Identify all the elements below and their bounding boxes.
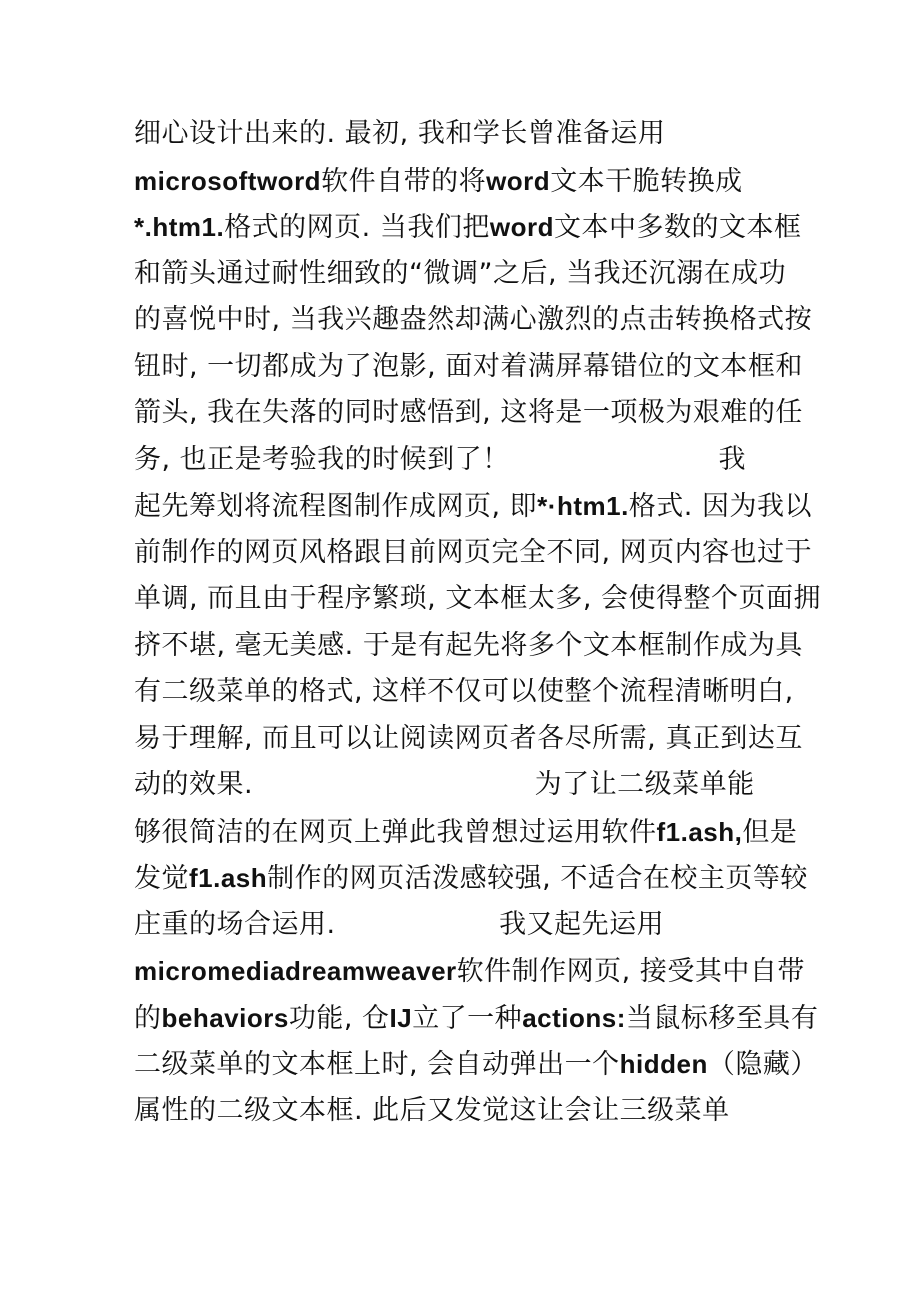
bold-text-run: *.htm1. bbox=[134, 212, 225, 242]
text-run: 制作的网页活泼感较强, 不适合在校主页等较 bbox=[267, 863, 808, 894]
text-line bbox=[134, 669, 794, 716]
text-run: 发觉 bbox=[134, 863, 189, 894]
bold-text-run: f1.ash bbox=[189, 863, 268, 893]
text-run: 的喜悦中时, 当我兴趣盎然却满心激烈的点击转换格式按 bbox=[134, 304, 813, 335]
text-run: （隐藏） bbox=[707, 1049, 818, 1080]
text-run: 功能, 仓 bbox=[288, 1002, 390, 1034]
text-run: 但是 bbox=[742, 816, 798, 848]
text-run: 务, 也正是考验我的时候到了！ 我 bbox=[134, 443, 747, 475]
text-line bbox=[134, 437, 794, 484]
text-run: 文本干脆转换成 bbox=[550, 165, 743, 197]
text-run: 当鼠标移至具有 bbox=[625, 1002, 819, 1034]
bold-text-run: microsoftword bbox=[134, 165, 322, 196]
text-line bbox=[134, 483, 812, 530]
text-line bbox=[134, 344, 803, 391]
bold-text-run: micromediadreamweaver bbox=[134, 956, 457, 986]
text-run: 属性的二级文本框. 此后又发觉这让会让三级菜单 bbox=[134, 1094, 730, 1126]
text-run: 箭头, 我在失落的同时感悟到, 这将是一项极为艰难的任 bbox=[134, 397, 803, 428]
text-line bbox=[134, 855, 808, 902]
body-text bbox=[134, 111, 821, 1134]
text-run: 立了一种 bbox=[412, 1002, 523, 1034]
text-run: 挤不堪, 毫无美感. 于是有起先将多个文本框制作成为具 bbox=[134, 629, 803, 661]
text-line bbox=[134, 995, 819, 1042]
text-run: 和箭头通过耐性细致的“微调”之后, 当我还沉溺在成功 bbox=[134, 257, 787, 289]
text-run: 细心设计出来的. 最初, 我和学长曾准备运用 bbox=[134, 118, 666, 149]
bold-text-run: actions: bbox=[522, 1002, 626, 1033]
bold-text-run: word bbox=[489, 212, 554, 242]
text-run: 庄重的场合运用. 我又起先运用 bbox=[134, 908, 665, 940]
text-run: 格式的网页. 当我们把 bbox=[224, 212, 490, 243]
text-run: 软件制作网页, 接受其中自带 bbox=[456, 956, 805, 987]
text-run: 文本中多数的文本框 bbox=[553, 212, 802, 243]
text-run: 二级菜单的文本框上时, 会自动弹出一个 bbox=[134, 1049, 620, 1080]
text-line bbox=[134, 530, 813, 577]
text-run: 格式. 因为我以 bbox=[628, 491, 812, 522]
text-line bbox=[134, 204, 802, 251]
text-run: 的 bbox=[134, 1002, 162, 1034]
text-line bbox=[134, 111, 794, 158]
text-run: 动的效果. 为了让二级菜单能 bbox=[134, 769, 755, 800]
bold-text-run: word bbox=[486, 165, 551, 196]
text-line bbox=[134, 902, 794, 949]
text-line bbox=[134, 948, 805, 995]
bold-text-run: behaviors bbox=[161, 1002, 289, 1033]
text-line bbox=[134, 251, 794, 298]
text-line bbox=[134, 576, 821, 623]
text-run: 够很简洁的在网页上弹此我曾想过运用软件 bbox=[134, 816, 657, 848]
text-line bbox=[134, 158, 794, 205]
bold-text-run: *·htm1. bbox=[537, 491, 629, 521]
text-line bbox=[134, 390, 803, 437]
text-run: 单调, 而且由于程序繁琐, 文本框太多, 会使得整个页面拥 bbox=[134, 583, 821, 614]
text-run: 钮时, 一切都成为了泡影, 面对着满屏幕错位的文本框和 bbox=[134, 350, 803, 382]
bold-text-run: hidden bbox=[619, 1049, 708, 1079]
text-run: 前制作的网页风格跟目前网页完全不同, 网页内容也过于 bbox=[134, 536, 813, 568]
text-line bbox=[134, 1041, 818, 1088]
text-line bbox=[134, 809, 798, 856]
text-line bbox=[134, 716, 803, 763]
bold-text-run: f1.ash, bbox=[656, 816, 743, 847]
text-line bbox=[134, 1088, 794, 1135]
text-line bbox=[134, 297, 813, 344]
text-run: 有二级菜单的格式, 这样不仅可以使整个流程清晰明白, bbox=[134, 676, 794, 707]
bold-text-run: IJ bbox=[389, 1002, 413, 1033]
text-run: 起先筹划将流程图制作成网页, 即 bbox=[134, 491, 538, 522]
text-line bbox=[134, 762, 794, 809]
text-run: 易于理解, 而且可以让阅读网页者各尽所需, 真正到达互 bbox=[134, 722, 803, 754]
text-line bbox=[134, 623, 803, 670]
text-run: 软件自带的将 bbox=[321, 165, 487, 197]
